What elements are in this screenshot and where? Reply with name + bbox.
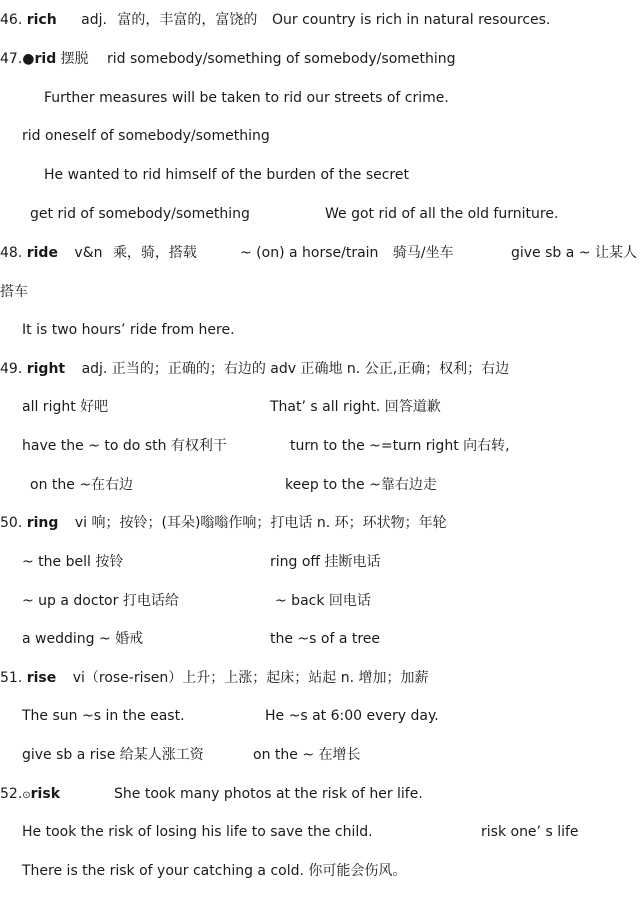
example-sentence: Further measures will be taken to rid our streets of crime. <box>44 90 449 106</box>
entry-number: 48. <box>0 245 23 261</box>
chinese-meaning: 乘，骑，搭载 <box>112 245 197 261</box>
example-sentence: She took many photos at the risk of her life. <box>114 786 423 802</box>
entry-number: 47. <box>0 51 23 67</box>
example-sentence: He wanted to rid himself of the burden of the secret <box>44 167 409 183</box>
collocation <box>511 244 637 262</box>
circle-mark-icon: ⊙ <box>22 790 31 801</box>
entry-number: 51. <box>0 670 23 686</box>
definition: vi 响；按铃；(耳朵)嗡嗡作响；打电话 n. 环；环状物；年轮 <box>74 515 447 531</box>
phrase: rid oneself of somebody/something <box>22 128 270 144</box>
entry-48-header <box>0 244 197 262</box>
phrase: That’ s all right. 回答道歉 <box>270 399 441 415</box>
part-of-speech: v&n <box>74 245 103 261</box>
example-sentence: It is two hours’ ride from here. <box>22 322 235 338</box>
headword: rid <box>34 51 57 67</box>
example-sentence: Our country is rich in natural resources. <box>272 12 551 28</box>
entry-51-header <box>0 669 429 687</box>
phrase: have the ~ to do sth 有权利干 <box>22 438 227 454</box>
phrase: keep to the ~靠右边走 <box>285 477 437 493</box>
part-of-speech: adj. <box>81 12 107 28</box>
collocation-phrase: ~ (on) a horse/train <box>240 245 379 261</box>
phrase: a wedding ~ 婚戒 <box>22 631 144 647</box>
phrase: get rid of somebody/something <box>30 206 250 222</box>
collocation <box>240 244 454 262</box>
phrase: give sb a rise 给某人涨工资 <box>22 747 204 763</box>
headword: right <box>26 361 66 377</box>
entry-46-header <box>0 11 257 29</box>
entry-47-header <box>0 50 89 68</box>
collocation-meaning: 让某人 <box>594 245 637 261</box>
phrase: ring off 挂断电话 <box>270 554 381 570</box>
phrase: the ~s of a tree <box>270 631 381 647</box>
example-sentence: He took the risk of losing his life to save the child. <box>22 824 373 840</box>
definition: adj. 正当的；正确的；右边的 adv 正确地 n. 公正,正确；权利；右边 <box>81 361 510 377</box>
example-sentence: There is the risk of your catching a cold. 你可能会伤风。 <box>22 863 407 879</box>
phrase: rid somebody/something of somebody/something <box>107 51 456 67</box>
collocation-meaning: 骑马/坐车 <box>392 245 454 261</box>
chinese-meaning: 摆脱 <box>60 51 89 67</box>
headword: rich <box>26 12 57 28</box>
entry-number: 46. <box>0 12 23 28</box>
example-sentence: The sun ~s in the east. <box>22 708 185 724</box>
phrase: all right 好吧 <box>22 399 109 415</box>
entry-49-header <box>0 360 509 378</box>
phrase: on the ~ 在增长 <box>253 747 361 763</box>
entry-number: 50. <box>0 515 23 531</box>
headword: ride <box>26 245 58 261</box>
definition: vi（rose-risen）上升；上涨；起床；站起 n. 增加；加薪 <box>72 670 429 686</box>
phrase: ~ the bell 按铃 <box>22 554 124 570</box>
headword: rise <box>26 670 57 686</box>
entry-number: 49. <box>0 361 23 377</box>
entry-50-header <box>0 514 447 532</box>
phrase: risk one’ s life <box>481 824 579 840</box>
example-sentence: He ~s at 6:00 every day. <box>265 708 439 724</box>
phrase: ~ up a doctor 打电话给 <box>22 593 179 609</box>
phrase: on the ~在右边 <box>30 477 134 493</box>
collocation-phrase: give sb a ~ <box>511 245 591 261</box>
headword: ring <box>26 515 59 531</box>
collocation-meaning-cont: 搭车 <box>0 284 28 300</box>
entry-52-header <box>0 785 60 805</box>
phrase: ~ back 回电话 <box>275 593 371 609</box>
bullet-icon: ● <box>22 51 35 67</box>
phrase: turn to the ~=turn right 向右转, <box>290 438 510 454</box>
example-sentence: We got rid of all the old furniture. <box>325 206 559 222</box>
headword: risk <box>30 786 61 802</box>
entry-number: 52. <box>0 786 23 802</box>
chinese-meaning: 富的，丰富的，富饶的 <box>117 12 258 28</box>
